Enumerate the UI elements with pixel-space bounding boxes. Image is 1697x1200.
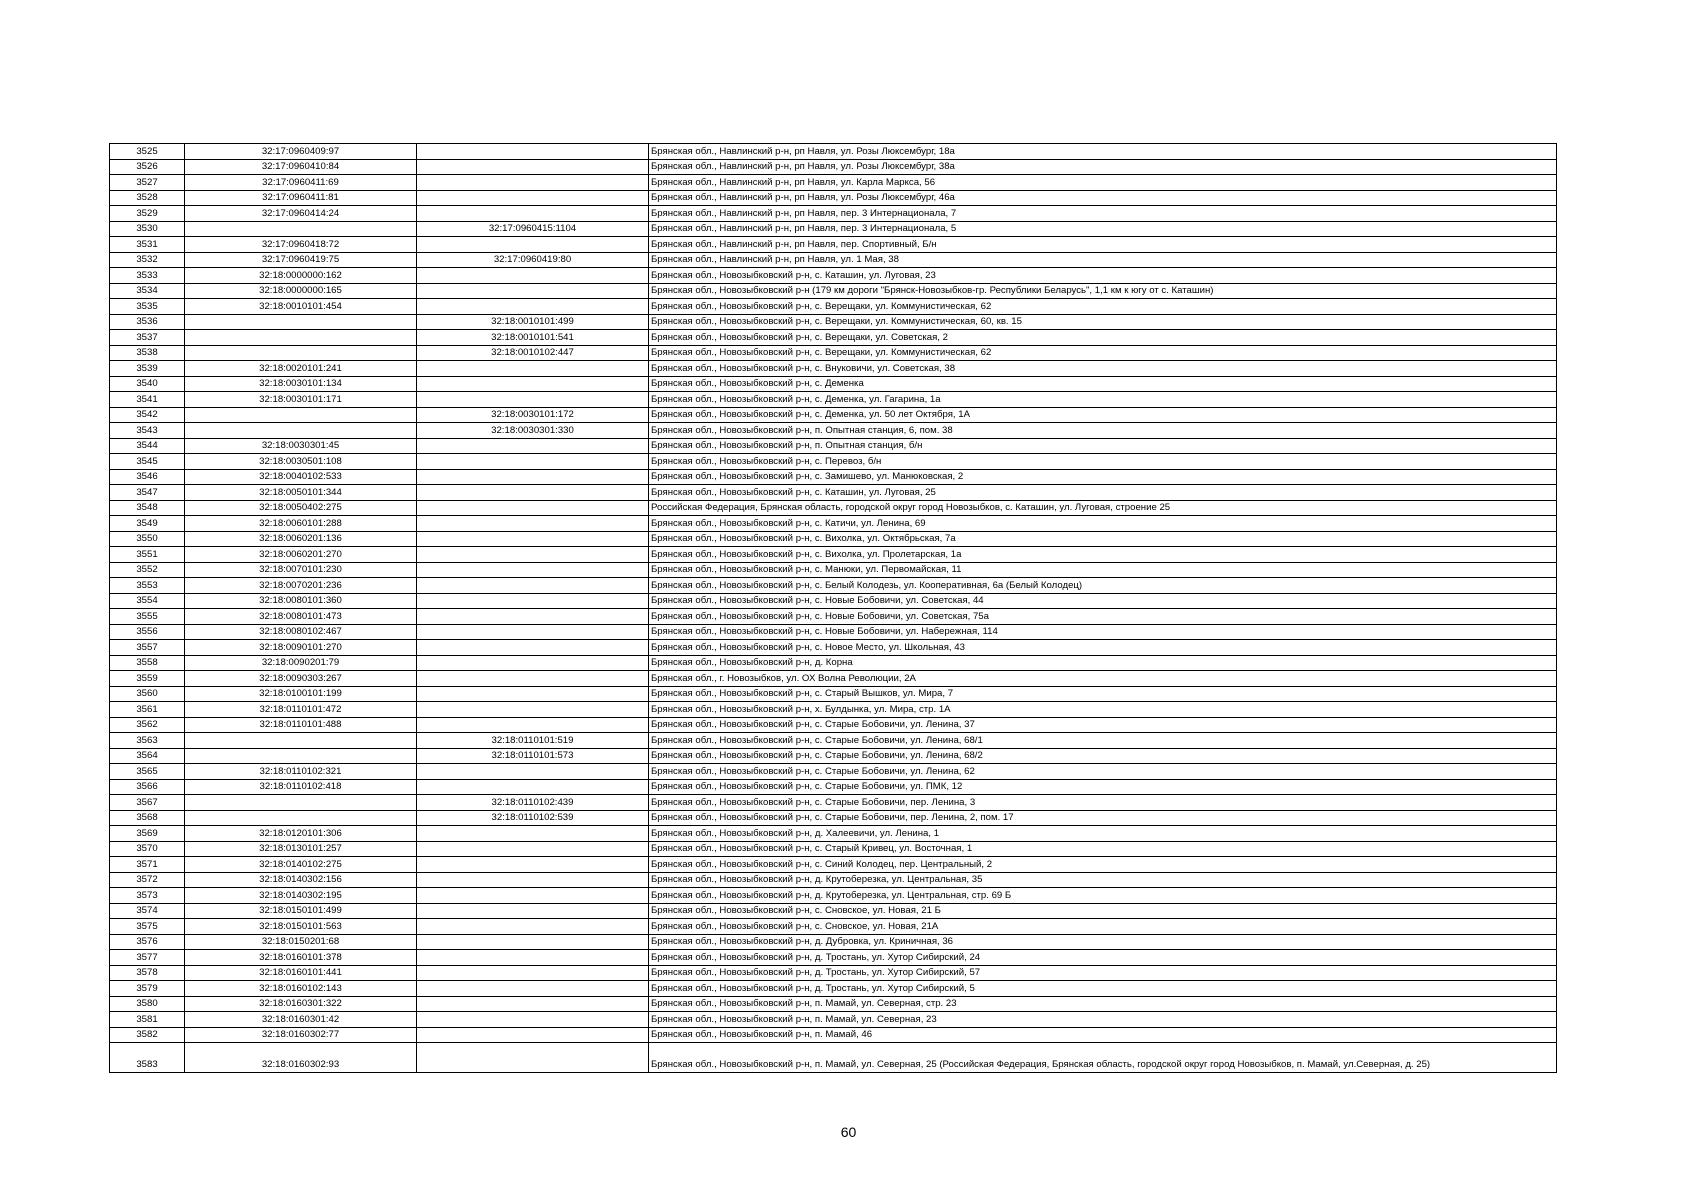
sub-cadastral-number-cell	[417, 237, 649, 253]
cadastral-number-cell: 32:18:0060201:136	[185, 531, 417, 547]
table-row	[110, 547, 1557, 563]
row-number-cell: 3561	[110, 702, 185, 718]
table-row	[110, 702, 1557, 718]
cadastral-number-cell	[185, 423, 417, 439]
table-row	[110, 609, 1557, 625]
cadastral-number-cell: 32:18:0080102:467	[185, 624, 417, 640]
row-number-cell: 3530	[110, 221, 185, 237]
address-cell: Брянская обл., Навлинский р-н, рп Навля, пер. Спортивный, Б/н	[649, 237, 1557, 253]
row-number-cell: 3529	[110, 206, 185, 222]
cadastral-number-cell: 32:18:0030101:171	[185, 392, 417, 408]
table-row	[110, 206, 1557, 222]
address-cell: Брянская обл., Навлинский р-н, рп Навля, пер. 3 Интернационала, 7	[649, 206, 1557, 222]
sub-cadastral-number-cell: 32:18:0010101:541	[417, 330, 649, 346]
cadastral-number-cell: 32:18:0060101:288	[185, 516, 417, 532]
sub-cadastral-number-cell	[417, 485, 649, 501]
table-row	[110, 919, 1557, 935]
cadastral-number-cell: 32:17:0960409:97	[185, 144, 417, 160]
address-cell: Брянская обл., Новозыбковский р-н, с. Замишево, ул. Манюковская, 2	[649, 469, 1557, 485]
table-row	[110, 593, 1557, 609]
sub-cadastral-number-cell: 32:18:0010101:499	[417, 314, 649, 330]
sub-cadastral-number-cell	[417, 1012, 649, 1028]
table-row	[110, 407, 1557, 423]
sub-cadastral-number-cell	[417, 624, 649, 640]
row-number-cell: 3546	[110, 469, 185, 485]
row-number-cell: 3566	[110, 779, 185, 795]
row-number-cell: 3569	[110, 826, 185, 842]
row-number-cell: 3544	[110, 438, 185, 454]
table-row	[110, 392, 1557, 408]
address-cell: Брянская обл., Новозыбковский р-н, п. Мамай, ул. Северная, 23	[649, 1012, 1557, 1028]
table-row	[110, 764, 1557, 780]
table-row	[110, 423, 1557, 439]
page-number: 60	[840, 1124, 857, 1140]
address-cell: Брянская обл., Новозыбковский р-н, с. Старые Бобовичи, ул. Ленина, 37	[649, 717, 1557, 733]
table-row	[110, 578, 1557, 594]
sub-cadastral-number-cell	[417, 562, 649, 578]
sub-cadastral-number-cell	[417, 702, 649, 718]
table-row	[110, 376, 1557, 392]
row-number-cell: 3536	[110, 314, 185, 330]
row-number-cell: 3576	[110, 934, 185, 950]
address-cell: Брянская обл., Навлинский р-н, рп Навля, пер. 3 Интернационала, 5	[649, 221, 1557, 237]
address-cell: Брянская обл., Новозыбковский р-н, х. Булдынка, ул. Мира, стр. 1А	[649, 702, 1557, 718]
cadastral-number-cell: 32:18:0140102:275	[185, 857, 417, 873]
cadastral-number-cell: 32:18:0030501:108	[185, 454, 417, 470]
table-row	[110, 1043, 1557, 1073]
row-number-cell: 3556	[110, 624, 185, 640]
row-number-cell: 3578	[110, 965, 185, 981]
address-cell: Брянская обл., Новозыбковский р-н, с. Старые Бобовичи, пер. Ленина, 2, пом. 17	[649, 810, 1557, 826]
address-cell: Брянская обл., Новозыбковский р-н, с. Новые Бобовичи, ул. Советская, 44	[649, 593, 1557, 609]
row-number-cell: 3564	[110, 748, 185, 764]
row-number-cell: 3541	[110, 392, 185, 408]
table-row	[110, 981, 1557, 997]
address-cell: Брянская обл., Новозыбковский р-н, с. Вихолка, ул. Пролетарская, 1а	[649, 547, 1557, 563]
address-cell: Брянская обл., Новозыбковский р-н, д. Крутоберезка, ул. Центральная, 35	[649, 872, 1557, 888]
table-row	[110, 562, 1557, 578]
sub-cadastral-number-cell	[417, 578, 649, 594]
cadastral-number-cell: 32:18:0160302:77	[185, 1027, 417, 1043]
table-row	[110, 640, 1557, 656]
sub-cadastral-number-cell	[417, 609, 649, 625]
sub-cadastral-number-cell	[417, 206, 649, 222]
row-number-cell: 3558	[110, 655, 185, 671]
row-number-cell: 3577	[110, 950, 185, 966]
address-cell: Брянская обл., Новозыбковский р-н, с. Внуковичи, ул. Советская, 38	[649, 361, 1557, 377]
table-row	[110, 454, 1557, 470]
row-number-cell: 3560	[110, 686, 185, 702]
sub-cadastral-number-cell: 32:17:0960419:80	[417, 252, 649, 268]
row-number-cell: 3571	[110, 857, 185, 873]
sub-cadastral-number-cell	[417, 981, 649, 997]
sub-cadastral-number-cell	[417, 779, 649, 795]
cadastral-number-cell	[185, 795, 417, 811]
cadastral-number-cell: 32:17:0960414:24	[185, 206, 417, 222]
address-cell: Брянская обл., Новозыбковский р-н, с. Новые Бобовичи, ул. Набережная, 114	[649, 624, 1557, 640]
sub-cadastral-number-cell: 32:18:0110101:573	[417, 748, 649, 764]
row-number-cell: 3581	[110, 1012, 185, 1028]
row-number-cell: 3572	[110, 872, 185, 888]
sub-cadastral-number-cell	[417, 903, 649, 919]
address-cell: Брянская обл., Новозыбковский р-н, д. Корна	[649, 655, 1557, 671]
sub-cadastral-number-cell	[417, 841, 649, 857]
sub-cadastral-number-cell	[417, 299, 649, 315]
sub-cadastral-number-cell	[417, 640, 649, 656]
cadastral-number-cell: 32:18:0140302:156	[185, 872, 417, 888]
cadastral-number-cell: 32:18:0030301:45	[185, 438, 417, 454]
cadastral-number-cell	[185, 407, 417, 423]
address-cell: Брянская обл., Новозыбковский р-н, с. Сновское, ул. Новая, 21А	[649, 919, 1557, 935]
table-row	[110, 748, 1557, 764]
address-cell: Брянская обл., Навлинский р-н, рп Навля, ул. Розы Люксембург, 38а	[649, 159, 1557, 175]
sub-cadastral-number-cell: 32:18:0010102:447	[417, 345, 649, 361]
address-cell: Брянская обл., Новозыбковский р-н, с. Деменка, ул. 50 лет Октября, 1А	[649, 407, 1557, 423]
table-row	[110, 531, 1557, 547]
address-cell: Брянская обл., Новозыбковский р-н, с. Верещаки, ул. Советская, 2	[649, 330, 1557, 346]
row-number-cell: 3550	[110, 531, 185, 547]
sub-cadastral-number-cell	[417, 175, 649, 191]
cadastral-number-cell: 32:18:0150201:68	[185, 934, 417, 950]
sub-cadastral-number-cell	[417, 361, 649, 377]
address-cell: Брянская обл., Новозыбковский р-н, с. Каташин, ул. Луговая, 25	[649, 485, 1557, 501]
address-cell: Брянская обл., Новозыбковский р-н, с. Катичи, ул. Ленина, 69	[649, 516, 1557, 532]
table-row	[110, 624, 1557, 640]
sub-cadastral-number-cell	[417, 454, 649, 470]
cadastral-number-cell: 32:18:0080101:473	[185, 609, 417, 625]
cadastral-number-cell	[185, 748, 417, 764]
row-number-cell: 3580	[110, 996, 185, 1012]
address-cell: Брянская обл., Новозыбковский р-н, с. Старые Бобовичи, ул. Ленина, 68/1	[649, 733, 1557, 749]
sub-cadastral-number-cell	[417, 268, 649, 284]
sub-cadastral-number-cell	[417, 717, 649, 733]
table-row	[110, 159, 1557, 175]
row-number-cell: 3531	[110, 237, 185, 253]
table-row	[110, 779, 1557, 795]
table-row	[110, 438, 1557, 454]
address-cell: Брянская обл., Новозыбковский р-н, с. Деменка	[649, 376, 1557, 392]
sub-cadastral-number-cell	[417, 1027, 649, 1043]
address-cell: Российская Федерация, Брянская область, городской округ город Новозыбков, с. Каташин, ул. Луговая, строение 25	[649, 500, 1557, 516]
cadastral-number-cell: 32:18:0000000:162	[185, 268, 417, 284]
sub-cadastral-number-cell	[417, 950, 649, 966]
cadastral-number-cell: 32:18:0070101:230	[185, 562, 417, 578]
sub-cadastral-number-cell	[417, 593, 649, 609]
row-number-cell: 3525	[110, 144, 185, 160]
cadastral-number-cell: 32:18:0070201:236	[185, 578, 417, 594]
row-number-cell: 3573	[110, 888, 185, 904]
table-row	[110, 795, 1557, 811]
table-row	[110, 516, 1557, 532]
table-row	[110, 1012, 1557, 1028]
address-cell: Брянская обл., Новозыбковский р-н, п. Мамай, ул. Северная, стр. 23	[649, 996, 1557, 1012]
row-number-cell: 3557	[110, 640, 185, 656]
sub-cadastral-number-cell	[417, 888, 649, 904]
sub-cadastral-number-cell	[417, 469, 649, 485]
row-number-cell: 3568	[110, 810, 185, 826]
cadastral-number-cell: 32:17:0960418:72	[185, 237, 417, 253]
table-row	[110, 469, 1557, 485]
row-number-cell: 3542	[110, 407, 185, 423]
address-cell: Брянская обл., Навлинский р-н, рп Навля, ул. Розы Люксембург, 18а	[649, 144, 1557, 160]
sub-cadastral-number-cell	[417, 1043, 649, 1073]
table-row	[110, 965, 1557, 981]
table-row	[110, 872, 1557, 888]
row-number-cell: 3540	[110, 376, 185, 392]
row-number-cell: 3526	[110, 159, 185, 175]
table-row	[110, 345, 1557, 361]
address-cell: Брянская обл., Новозыбковский р-н (179 км дороги "Брянск-Новозыбков-гр. Республики Беларусь", 1,1 км к югу от с. Каташин)	[649, 283, 1557, 299]
cadastral-number-cell: 32:18:0160102:143	[185, 981, 417, 997]
cadastral-number-cell: 32:18:0000000:165	[185, 283, 417, 299]
address-cell: Брянская обл., Новозыбковский р-н, с. Старый Вышков, ул. Мира, 7	[649, 686, 1557, 702]
row-number-cell: 3563	[110, 733, 185, 749]
table-row	[110, 314, 1557, 330]
table-row	[110, 330, 1557, 346]
table-row	[110, 485, 1557, 501]
sub-cadastral-number-cell	[417, 190, 649, 206]
table-row	[110, 857, 1557, 873]
sub-cadastral-number-cell	[417, 872, 649, 888]
sub-cadastral-number-cell	[417, 144, 649, 160]
sub-cadastral-number-cell	[417, 547, 649, 563]
sub-cadastral-number-cell	[417, 500, 649, 516]
sub-cadastral-number-cell	[417, 671, 649, 687]
row-number-cell: 3567	[110, 795, 185, 811]
sub-cadastral-number-cell	[417, 857, 649, 873]
row-number-cell: 3553	[110, 578, 185, 594]
sub-cadastral-number-cell	[417, 438, 649, 454]
row-number-cell: 3552	[110, 562, 185, 578]
address-cell: Брянская обл., Новозыбковский р-н, с. Старые Бобовичи, ул. ПМК, 12	[649, 779, 1557, 795]
table-row	[110, 500, 1557, 516]
registry-table	[109, 143, 1557, 1073]
address-cell: Брянская обл., Новозыбковский р-н, д. Тростань, ул. Хутор Сибирский, 5	[649, 981, 1557, 997]
address-cell: Брянская обл., Новозыбковский р-н, с. Новые Бобовичи, ул. Советская, 75а	[649, 609, 1557, 625]
address-cell: Брянская обл., Новозыбковский р-н, с. Старый Кривец, ул. Восточная, 1	[649, 841, 1557, 857]
table-row	[110, 144, 1557, 160]
cadastral-number-cell: 32:18:0120101:306	[185, 826, 417, 842]
sub-cadastral-number-cell: 32:18:0110102:539	[417, 810, 649, 826]
cadastral-number-cell	[185, 733, 417, 749]
sub-cadastral-number-cell	[417, 531, 649, 547]
cadastral-number-cell: 32:18:0160301:42	[185, 1012, 417, 1028]
row-number-cell: 3547	[110, 485, 185, 501]
table-row	[110, 299, 1557, 315]
cadastral-number-cell: 32:18:0050402:275	[185, 500, 417, 516]
address-cell: Брянская обл., Новозыбковский р-н, с. Новое Место, ул. Школьная, 43	[649, 640, 1557, 656]
cadastral-number-cell: 32:18:0010101:454	[185, 299, 417, 315]
cadastral-number-cell: 32:18:0100101:199	[185, 686, 417, 702]
address-cell: Брянская обл., г. Новозыбков, ул. ОХ Волна Революции, 2А	[649, 671, 1557, 687]
cadastral-number-cell: 32:18:0090101:270	[185, 640, 417, 656]
table-row	[110, 268, 1557, 284]
table-row	[110, 841, 1557, 857]
address-cell: Брянская обл., Новозыбковский р-н, с. Старые Бобовичи, ул. Ленина, 62	[649, 764, 1557, 780]
cadastral-number-cell: 32:18:0050101:344	[185, 485, 417, 501]
sub-cadastral-number-cell	[417, 965, 649, 981]
cadastral-number-cell: 32:17:0960419:75	[185, 252, 417, 268]
cadastral-number-cell: 32:18:0150101:499	[185, 903, 417, 919]
row-number-cell: 3545	[110, 454, 185, 470]
cadastral-number-cell: 32:18:0110101:488	[185, 717, 417, 733]
row-number-cell: 3554	[110, 593, 185, 609]
cadastral-number-cell: 32:18:0090303:267	[185, 671, 417, 687]
cadastral-number-cell: 32:18:0080101:360	[185, 593, 417, 609]
address-cell: Брянская обл., Новозыбковский р-н, п. Мамай, 46	[649, 1027, 1557, 1043]
sub-cadastral-number-cell	[417, 392, 649, 408]
address-cell: Брянская обл., Новозыбковский р-н, с. Перевоз, б/н	[649, 454, 1557, 470]
cadastral-number-cell: 32:18:0110101:472	[185, 702, 417, 718]
table-row	[110, 934, 1557, 950]
cadastral-number-cell: 32:18:0110102:321	[185, 764, 417, 780]
address-cell: Брянская обл., Новозыбковский р-н, п. Опытная станция, 6, пом. 38	[649, 423, 1557, 439]
row-number-cell: 3574	[110, 903, 185, 919]
cadastral-number-cell	[185, 345, 417, 361]
sub-cadastral-number-cell: 32:18:0030301:330	[417, 423, 649, 439]
sub-cadastral-number-cell	[417, 686, 649, 702]
address-cell: Брянская обл., Новозыбковский р-н, д. Дубровка, ул. Криничная, 36	[649, 934, 1557, 950]
sub-cadastral-number-cell	[417, 826, 649, 842]
row-number-cell: 3532	[110, 252, 185, 268]
address-cell: Брянская обл., Новозыбковский р-н, д. Халеевичи, ул. Ленина, 1	[649, 826, 1557, 842]
address-cell: Брянская обл., Новозыбковский р-н, с. Вихолка, ул. Октябрьская, 7а	[649, 531, 1557, 547]
row-number-cell: 3535	[110, 299, 185, 315]
address-cell: Брянская обл., Новозыбковский р-н, с. Синий Колодец, пер. Центральный, 2	[649, 857, 1557, 873]
table-row	[110, 717, 1557, 733]
table-row	[110, 361, 1557, 377]
table-body	[110, 144, 1557, 1073]
address-cell: Брянская обл., Новозыбковский р-н, с. Старые Бобовичи, пер. Ленина, 3	[649, 795, 1557, 811]
row-number-cell: 3537	[110, 330, 185, 346]
row-number-cell: 3559	[110, 671, 185, 687]
table-row	[110, 671, 1557, 687]
address-cell: Брянская обл., Новозыбковский р-н, п. Мамай, ул. Северная, 25 (Российская Федерация, Брянская область, городской округ город Новозыбков, п. Мамай, ул.Северная, д. 25)	[649, 1043, 1557, 1073]
cadastral-number-cell: 32:18:0160101:378	[185, 950, 417, 966]
row-number-cell: 3528	[110, 190, 185, 206]
cadastral-number-cell: 32:18:0160302:93	[185, 1043, 417, 1073]
table-row	[110, 283, 1557, 299]
row-number-cell: 3538	[110, 345, 185, 361]
table-row	[110, 950, 1557, 966]
address-cell: Брянская обл., Новозыбковский р-н, д. Тростань, ул. Хутор Сибирский, 24	[649, 950, 1557, 966]
address-cell: Брянская обл., Навлинский р-н, рп Навля, ул. 1 Мая, 38	[649, 252, 1557, 268]
table-row	[110, 237, 1557, 253]
cadastral-number-cell: 32:18:0090201:79	[185, 655, 417, 671]
sub-cadastral-number-cell	[417, 516, 649, 532]
address-cell: Брянская обл., Новозыбковский р-н, с. Верещаки, ул. Коммунистическая, 60, кв. 15	[649, 314, 1557, 330]
cadastral-number-cell: 32:18:0030101:134	[185, 376, 417, 392]
address-cell: Брянская обл., Новозыбковский р-н, с. Верещаки, ул. Коммунистическая, 62	[649, 299, 1557, 315]
address-cell: Брянская обл., Новозыбковский р-н, д. Крутоберезка, ул. Центральная, стр. 69 Б	[649, 888, 1557, 904]
address-cell: Брянская обл., Новозыбковский р-н, д. Тростань, ул. Хутор Сибирский, 57	[649, 965, 1557, 981]
table-row	[110, 686, 1557, 702]
row-number-cell: 3539	[110, 361, 185, 377]
row-number-cell: 3555	[110, 609, 185, 625]
sub-cadastral-number-cell: 32:18:0110101:519	[417, 733, 649, 749]
address-cell: Брянская обл., Новозыбковский р-н, с. Белый Колодезь, ул. Кооперативная, 6а (Белый Колодец)	[649, 578, 1557, 594]
table-row	[110, 903, 1557, 919]
sub-cadastral-number-cell	[417, 159, 649, 175]
row-number-cell: 3579	[110, 981, 185, 997]
address-cell: Брянская обл., Новозыбковский р-н, с. Манюки, ул. Первомайская, 11	[649, 562, 1557, 578]
cadastral-number-cell: 32:18:0140302:195	[185, 888, 417, 904]
table-row	[110, 1027, 1557, 1043]
cadastral-number-cell: 32:18:0060201:270	[185, 547, 417, 563]
cadastral-number-cell	[185, 810, 417, 826]
sub-cadastral-number-cell: 32:17:0960415:1104	[417, 221, 649, 237]
row-number-cell: 3533	[110, 268, 185, 284]
cadastral-number-cell: 32:18:0130101:257	[185, 841, 417, 857]
row-number-cell: 3575	[110, 919, 185, 935]
row-number-cell: 3583	[110, 1043, 185, 1073]
table-row	[110, 252, 1557, 268]
address-cell: Брянская обл., Новозыбковский р-н, с. Каташин, ул. Луговая, 23	[649, 268, 1557, 284]
cadastral-number-cell: 32:17:0960411:69	[185, 175, 417, 191]
table-row	[110, 996, 1557, 1012]
address-cell: Брянская обл., Навлинский р-н, рп Навля, ул. Розы Люксембург, 46а	[649, 190, 1557, 206]
address-cell: Брянская обл., Новозыбковский р-н, с. Верещаки, ул. Коммунистическая, 62	[649, 345, 1557, 361]
cadastral-number-cell: 32:18:0110102:418	[185, 779, 417, 795]
table-row	[110, 810, 1557, 826]
row-number-cell: 3570	[110, 841, 185, 857]
cadastral-number-cell	[185, 314, 417, 330]
cadastral-number-cell: 32:18:0160301:322	[185, 996, 417, 1012]
table-row	[110, 826, 1557, 842]
sub-cadastral-number-cell: 32:18:0030101:172	[417, 407, 649, 423]
sub-cadastral-number-cell	[417, 996, 649, 1012]
row-number-cell: 3548	[110, 500, 185, 516]
sub-cadastral-number-cell	[417, 764, 649, 780]
sub-cadastral-number-cell	[417, 283, 649, 299]
sub-cadastral-number-cell	[417, 376, 649, 392]
table-row	[110, 655, 1557, 671]
sub-cadastral-number-cell	[417, 919, 649, 935]
cadastral-number-cell	[185, 221, 417, 237]
address-cell: Брянская обл., Новозыбковский р-н, с. Старые Бобовичи, ул. Ленина, 68/2	[649, 748, 1557, 764]
address-cell: Брянская обл., Новозыбковский р-н, с. Сновское, ул. Новая, 21 Б	[649, 903, 1557, 919]
row-number-cell: 3582	[110, 1027, 185, 1043]
table-row	[110, 888, 1557, 904]
cadastral-number-cell: 32:17:0960411:81	[185, 190, 417, 206]
cadastral-number-cell: 32:18:0040102:533	[185, 469, 417, 485]
row-number-cell: 3543	[110, 423, 185, 439]
sub-cadastral-number-cell	[417, 934, 649, 950]
cadastral-number-cell: 32:17:0960410:84	[185, 159, 417, 175]
row-number-cell: 3527	[110, 175, 185, 191]
table-row	[110, 190, 1557, 206]
table-row	[110, 175, 1557, 191]
address-cell: Брянская обл., Новозыбковский р-н, с. Деменка, ул. Гагарина, 1а	[649, 392, 1557, 408]
row-number-cell: 3551	[110, 547, 185, 563]
row-number-cell: 3534	[110, 283, 185, 299]
row-number-cell: 3565	[110, 764, 185, 780]
address-cell: Брянская обл., Навлинский р-н, рп Навля, ул. Карла Маркса, 56	[649, 175, 1557, 191]
row-number-cell: 3549	[110, 516, 185, 532]
table-row	[110, 221, 1557, 237]
cadastral-number-cell: 32:18:0160101:441	[185, 965, 417, 981]
sub-cadastral-number-cell	[417, 655, 649, 671]
cadastral-number-cell: 32:18:0150101:563	[185, 919, 417, 935]
cadastral-number-cell: 32:18:0020101:241	[185, 361, 417, 377]
address-cell: Брянская обл., Новозыбковский р-н, п. Опытная станция, б/н	[649, 438, 1557, 454]
cadastral-number-cell	[185, 330, 417, 346]
row-number-cell: 3562	[110, 717, 185, 733]
table-row	[110, 733, 1557, 749]
sub-cadastral-number-cell: 32:18:0110102:439	[417, 795, 649, 811]
